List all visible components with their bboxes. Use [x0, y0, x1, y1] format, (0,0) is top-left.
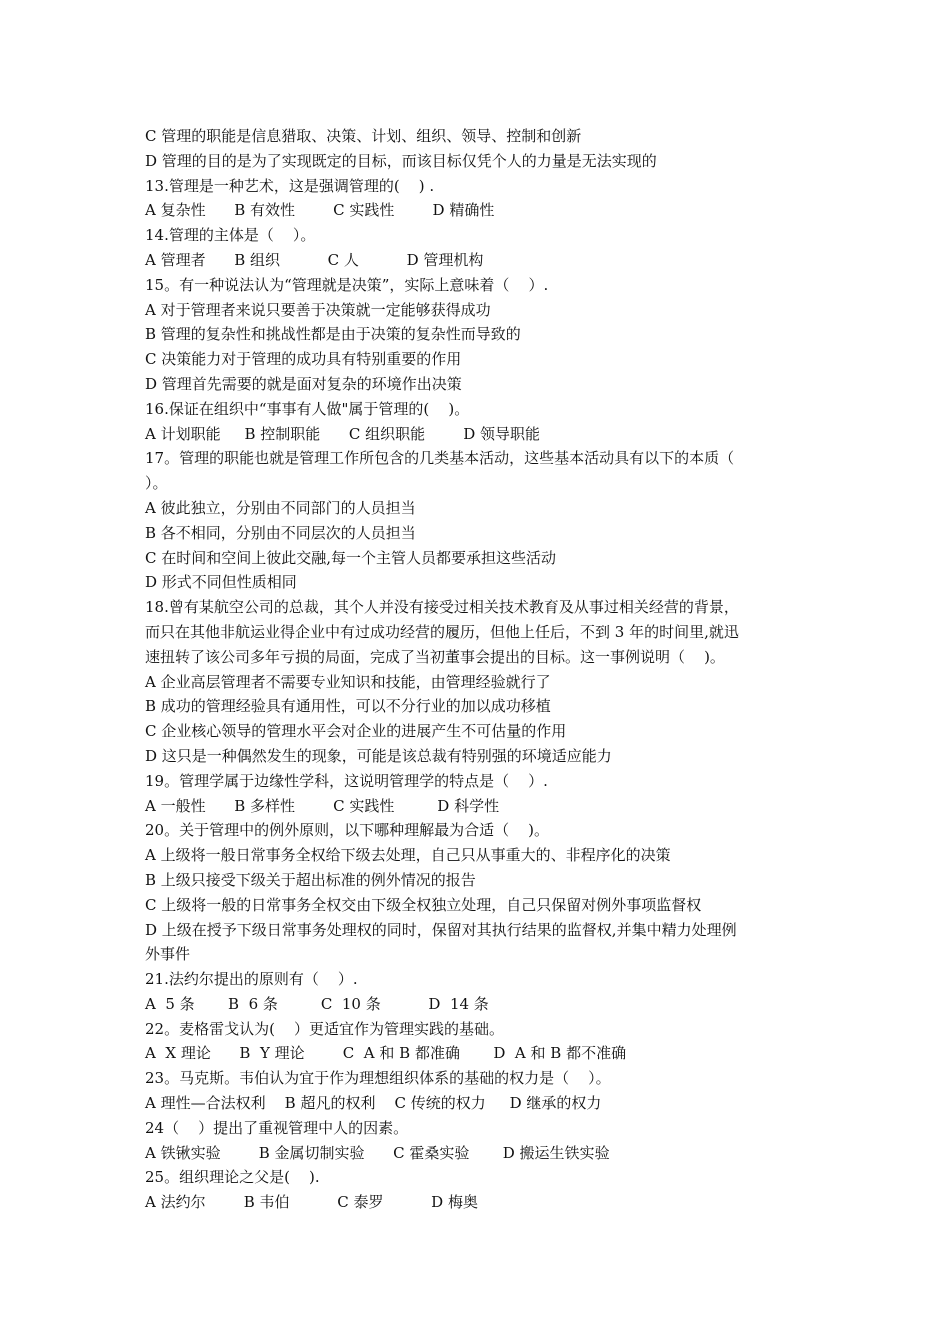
option-line: C 企业核心领导的管理水平会对企业的进展产生不可估量的作用 [145, 722, 567, 741]
option-line: B 各不相同，分别由不同层次的人员担当 [145, 523, 416, 542]
option-line: D 形式不同但性质相同 [145, 573, 297, 592]
question-14: 14.管理的主体是（ ）。 [145, 226, 316, 245]
option-line: B 管理的复杂性和挑战性都是由于决策的复杂性而导致的 [145, 325, 521, 344]
question-18-continued: 而只在其他非航运业得企业中有过成功经营的履历，但他上任后，不到 3 年的时间里,就迅 [145, 622, 739, 641]
question-18-continued: 速扭转了该公司多年亏损的局面，完成了当初董事会提出的目标。这一事例说明（ )。 [145, 647, 725, 666]
option-line: D 管理的目的是为了实现既定的目标，而该目标仅凭个人的力量是无法实现的 [145, 151, 657, 170]
options-24: A 铁锹实验 B 金属切制实验 C 霍桑实验 D 搬运生铁实验 [145, 1143, 610, 1162]
question-16: 16.保证在组织中“事事有人做"属于管理的( )。 [145, 399, 470, 418]
options-19: A 一般性 B 多样性 C 实践性 D 科学性 [145, 796, 500, 815]
option-line: A 彼此独立，分别由不同部门的人员担当 [145, 498, 416, 517]
options-21: A 5 条 B 6 条 C 10 条 D 14 条 [145, 994, 489, 1013]
question-23: 23。马克斯。韦伯认为宜于作为理想组织体系的基础的权力是（ ）。 [145, 1069, 611, 1088]
option-line: B 成功的管理经验具有通用性，可以不分行业的加以成功移植 [145, 697, 551, 716]
option-line: C 在时间和空间上彼此交融,每一个主管人员都要承担这些活动 [145, 548, 557, 567]
option-line-continued: 外事件 [145, 945, 191, 964]
question-24: 24（ ）提出了重视管理中人的因素。 [145, 1118, 409, 1137]
question-20: 20。关于管理中的例外原则，以下哪种理解最为合适（ )。 [145, 821, 550, 840]
question-17: 17。管理的职能也就是管理工作所包含的几类基本活动，这些基本活动具有以下的本质（ [145, 449, 735, 468]
question-25: 25。组织理论之父是( ). [145, 1168, 320, 1187]
question-text-body [145, 124, 810, 1215]
option-line: A 企业高层管理者不需要专业知识和技能，由管理经验就行了 [145, 672, 551, 691]
options-13: A 复杂性 B 有效性 C 实践性 D 精确性 [145, 201, 495, 220]
option-line: D 管理首先需要的就是面对复杂的环境作出决策 [145, 374, 462, 393]
option-line: D 这只是一种偶然发生的现象，可能是该总裁有特别强的环境适应能力 [145, 746, 612, 765]
options-22: A X 理论 B Y 理论 C A 和 B 都准确 D A 和 B 都不准确 [145, 1044, 627, 1063]
option-line: B 上级只接受下级关于超出标准的例外情况的报告 [145, 870, 476, 889]
question-21: 21.法约尔提出的原则有（ ）. [145, 970, 358, 989]
options-23: A 理性—合法权利 B 超凡的权利 C 传统的权力 D 继承的权力 [145, 1094, 602, 1113]
question-15: 15。有一种说法认为“管理就是决策”，实际上意味着（ ）. [145, 275, 549, 294]
option-line: C 管理的职能是信息猎取、决策、计划、组织、领导、控制和创新 [145, 127, 582, 145]
options-14: A 管理者 B 组织 C 人 D 管理机构 [145, 250, 484, 269]
option-line: A 上级将一般日常事务全权给下级去处理，自己只从事重大的、非程序化的决策 [145, 846, 671, 865]
question-19: 19。管理学属于边缘性学科，这说明管理学的特点是（ ）. [145, 771, 548, 790]
question-18: 18.曾有某航空公司的总裁，其个人并没有接受过相关技术教育及从事过相关经营的背景， [145, 598, 739, 617]
option-line: C 上级将一般的日常事务全权交由下级全权独立处理，自己只保留对例外事项监督权 [145, 895, 702, 914]
question-13: 13.管理是一种艺术，这是强调管理的( ) . [145, 176, 435, 195]
question-22: 22。麦格雷戈认为( ）更适宜作为管理实践的基础。 [145, 1019, 505, 1038]
options-25: A 法约尔 B 韦伯 C 泰罗 D 梅奥 [145, 1193, 478, 1212]
option-line: C 决策能力对于管理的成功具有特别重要的作用 [145, 350, 462, 369]
options-16: A 计划职能 B 控制职能 C 组织职能 D 领导职能 [145, 424, 541, 443]
question-17-continued: ）。 [145, 474, 168, 493]
option-line: A 对于管理者来说只要善于决策就一定能够获得成功 [145, 300, 491, 319]
option-line: D 上级在授予下级日常事务处理权的同时，保留对其执行结果的监督权,并集中精力处理例 [145, 920, 737, 939]
